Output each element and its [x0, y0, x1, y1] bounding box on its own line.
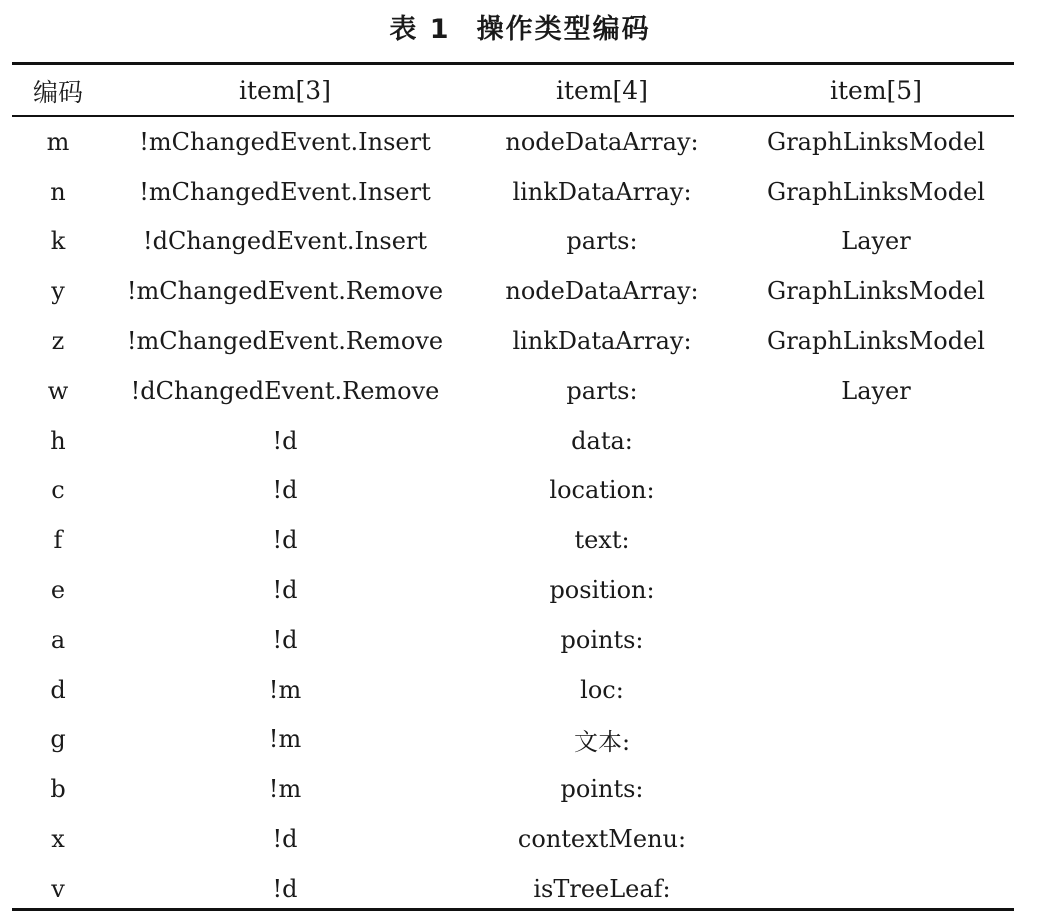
cell-code: b — [50, 775, 66, 804]
table-row — [12, 316, 1014, 366]
cell-code: n — [50, 177, 66, 206]
table-number: 表 1 — [389, 14, 451, 45]
cell-code: w — [47, 376, 69, 405]
table-caption — [0, 8, 1040, 52]
cell-item3: !d — [272, 576, 298, 605]
cell-item5 — [738, 515, 1014, 565]
cell-item5 — [738, 715, 1014, 765]
cell-item5 — [738, 466, 1014, 516]
cell-code: d — [50, 675, 66, 704]
cell-item4: parts: — [566, 376, 638, 405]
table-row — [12, 167, 1014, 217]
cell-item3: !mChangedEvent.Remove — [126, 277, 444, 306]
cell-item4: position: — [549, 576, 655, 605]
table-row — [12, 715, 1014, 765]
cell-code: z — [51, 327, 65, 356]
cell-item4: nodeDataArray: — [505, 127, 699, 156]
cell-item5 — [738, 764, 1014, 814]
cell-code: c — [51, 476, 65, 505]
cell-code: y — [51, 277, 65, 306]
cell-code: x — [51, 825, 65, 854]
cell-item4: text: — [574, 526, 630, 555]
cell-code: f — [53, 526, 63, 555]
table-title: 操作类型编码 — [476, 14, 651, 45]
cell-item4: 文本: — [573, 727, 631, 756]
table-row — [12, 416, 1014, 466]
table-row — [12, 615, 1014, 665]
cell-item3: !mChangedEvent.Insert — [139, 177, 431, 206]
table-bottom-rule — [12, 908, 1014, 911]
cell-item3: !d — [272, 526, 298, 555]
cell-item3: !dChangedEvent.Remove — [130, 376, 440, 405]
cell-item3: !d — [272, 625, 298, 654]
cell-item5: GraphLinksModel — [767, 327, 985, 356]
cell-item5: GraphLinksModel — [767, 177, 985, 206]
column-header-item3: item[3] — [239, 76, 331, 105]
cell-item3: !d — [272, 874, 298, 903]
cell-item4: points: — [560, 775, 644, 804]
cell-item4: contextMenu: — [517, 825, 687, 854]
cell-item4: location: — [549, 476, 655, 505]
cell-code: v — [51, 874, 65, 903]
cell-item3: !m — [268, 725, 302, 754]
cell-item5: GraphLinksModel — [767, 277, 985, 306]
cell-item4: nodeDataArray: — [505, 277, 699, 306]
cell-item3: !d — [272, 426, 298, 455]
cell-code: h — [50, 426, 66, 455]
cell-item4: points: — [560, 625, 644, 654]
cell-item4: loc: — [580, 675, 624, 704]
cell-item3: !mChangedEvent.Remove — [126, 327, 444, 356]
cell-item3: !d — [272, 476, 298, 505]
table-row — [12, 466, 1014, 516]
cell-code: g — [50, 725, 66, 754]
cell-item3: !m — [268, 775, 302, 804]
cell-item5 — [738, 615, 1014, 665]
table-row — [12, 266, 1014, 316]
cell-item4: isTreeLeaf: — [533, 874, 671, 903]
column-header-code: 编码 — [32, 77, 83, 107]
cell-code: k — [50, 227, 66, 256]
cell-item3: !d — [272, 825, 298, 854]
cell-code: e — [50, 576, 66, 605]
table-row — [12, 366, 1014, 416]
cell-item5: GraphLinksModel — [767, 127, 985, 156]
table-row — [12, 515, 1014, 565]
cell-item4: data: — [571, 426, 633, 455]
cell-item5 — [738, 665, 1014, 715]
cell-item5: Layer — [841, 227, 911, 256]
table-row — [12, 764, 1014, 814]
column-header-item5: item[5] — [830, 76, 922, 105]
cell-item4: parts: — [566, 227, 638, 256]
cell-item3: !dChangedEvent.Insert — [142, 227, 428, 256]
cell-item4: linkDataArray: — [512, 177, 692, 206]
table-body — [12, 117, 1014, 914]
operation-code-table — [12, 117, 1014, 914]
header-row — [12, 66, 1014, 115]
column-header-item4: item[4] — [556, 76, 648, 105]
cell-item5: Layer — [841, 376, 911, 405]
cell-item5 — [738, 864, 1014, 914]
cell-code: m — [46, 127, 70, 156]
table-row — [12, 117, 1014, 167]
cell-code: a — [50, 625, 66, 654]
cell-item3: !m — [268, 675, 302, 704]
table-top-rule — [12, 62, 1014, 65]
table-row — [12, 814, 1014, 864]
table-row — [12, 217, 1014, 267]
cell-item4: linkDataArray: — [512, 327, 692, 356]
cell-item5 — [738, 565, 1014, 615]
cell-item5 — [738, 416, 1014, 466]
table-row — [12, 864, 1014, 914]
table-header — [12, 66, 1014, 115]
cell-item3: !mChangedEvent.Insert — [139, 127, 431, 156]
cell-item5 — [738, 814, 1014, 864]
table-row — [12, 665, 1014, 715]
table-row — [12, 565, 1014, 615]
